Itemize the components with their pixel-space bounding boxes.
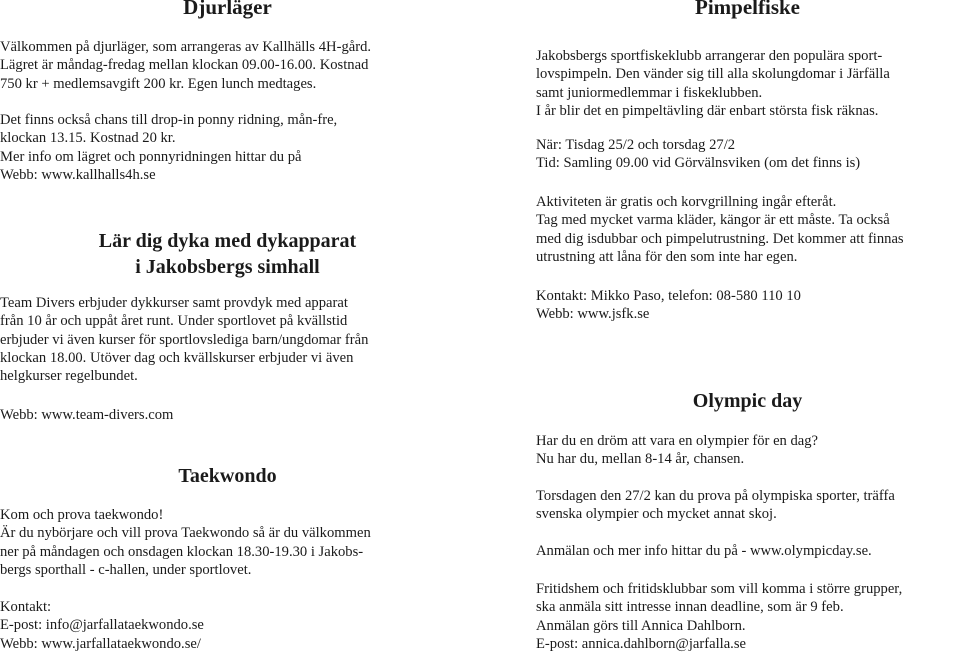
text-line: Kontakt: Mikko Paso, telefon: 08-580 110 10 bbox=[536, 288, 801, 304]
text-line: bergs sporthall - c-hallen, under sportlovet. bbox=[0, 561, 252, 578]
text-line: När: Tisdag 25/2 och torsdag 27/2 bbox=[536, 137, 736, 153]
pimpelfiske-contact bbox=[536, 287, 959, 324]
text-line: klockan 18.00. Utöver dag och kvällskurser erbjuder vi även bbox=[0, 349, 354, 366]
text-line: Mer info om lägret och ponnyridningen hittar du på bbox=[0, 148, 302, 165]
text-line: Fritidshem och fritidsklubbar som vill komma i större grupper, bbox=[536, 581, 903, 597]
djurlager-intro bbox=[0, 38, 455, 93]
dyka-body bbox=[0, 294, 455, 385]
text-line: Jakobsbergs sportfiskeklubb arrangerar den populära sport- bbox=[536, 48, 883, 64]
email-link[interactable]: E-post: annica.dahlborn@jarfalla.se bbox=[536, 635, 746, 652]
text-line: ner på måndagen och onsdagen klockan 18.30-19.30 i Jakobs- bbox=[0, 543, 364, 560]
web-link[interactable]: Webb: www.jsfk.se bbox=[536, 306, 650, 323]
right-column bbox=[536, 0, 959, 653]
dyka-title bbox=[0, 228, 455, 280]
olympic-details bbox=[536, 487, 959, 524]
text-line: Lägret är måndag-fredag mellan klockan 09.00-16.00. Kostnad bbox=[0, 57, 369, 74]
text-line: samt juniormedlemmar i fiskeklubben. bbox=[536, 84, 763, 101]
text-line: Team Divers erbjuder dykkurser samt provdyk med apparat bbox=[0, 295, 348, 311]
taekwondo-body bbox=[0, 506, 455, 579]
dyka-web bbox=[0, 406, 455, 424]
text-line: Aktiviteten är gratis och korvgrillning ingår efteråt. bbox=[536, 194, 837, 210]
text-line: lovspimpeln. Den vänder sig till alla skolungdomar i Järfälla bbox=[536, 66, 890, 83]
olympic-groups bbox=[536, 580, 959, 653]
pimpelfiske-title: Pimpelfiske bbox=[695, 0, 800, 19]
text-line: Tid: Samling 09.00 vid Görvälnsviken (om det finns is) bbox=[536, 155, 861, 172]
text-line: svenska olympier och mycket annat skoj. bbox=[536, 506, 777, 523]
title-line: Lär dig dyka med dykapparat bbox=[98, 230, 357, 252]
text-line: Torsdagen den 27/2 kan du prova på olympiska sporter, träffa bbox=[536, 488, 895, 504]
text-line: Välkommen på djurläger, som arrangeras av Kallhälls 4H-gård. bbox=[0, 39, 372, 55]
djurlager-title: Djurläger bbox=[183, 0, 272, 19]
pimpelfiske-intro bbox=[536, 47, 959, 120]
text-line: med dig isdubbar och pimpelutrustning. Det kommer att finnas bbox=[536, 230, 904, 247]
text-line: 750 kr + medlemsavgift 200 kr. Egen lunch medtages. bbox=[0, 75, 317, 92]
text-line: Är du nybörjare och vill prova Taekwondo så är du välkommen bbox=[0, 525, 371, 542]
web-link[interactable]: Webb: www.team-divers.com bbox=[0, 407, 174, 423]
text-line: utrustning att låna för den som inte har egen. bbox=[536, 248, 798, 265]
djurlager-ponny bbox=[0, 111, 455, 184]
web-link[interactable]: Webb: www.kallhalls4h.se bbox=[0, 166, 156, 183]
email-link[interactable]: E-post: info@jarfallataekwondo.se bbox=[0, 617, 204, 634]
text-line: klockan 13.15. Kostnad 20 kr. bbox=[0, 130, 176, 147]
olympic-signup bbox=[536, 542, 959, 560]
text-line: Kom och prova taekwondo! bbox=[0, 507, 164, 523]
text-line: ska anmäla sitt intresse innan deadline, som är 9 feb. bbox=[536, 599, 844, 616]
web-link[interactable]: Anmälan och mer info hittar du på - www.olympicday.se. bbox=[536, 543, 872, 559]
text-line: från 10 år och uppåt året runt. Under sportlovet på kvällstid bbox=[0, 313, 348, 330]
olympic-intro bbox=[536, 432, 959, 469]
text-line: Anmälan görs till Annica Dahlborn. bbox=[536, 617, 746, 634]
olympic-title: Olympic day bbox=[692, 390, 803, 412]
pimpelfiske-when bbox=[536, 136, 959, 173]
web-link[interactable]: Webb: www.jarfallataekwondo.se/ bbox=[0, 635, 201, 652]
text-line: Nu har du, mellan 8-14 år, chansen. bbox=[536, 451, 745, 468]
taekwondo-title: Taekwondo bbox=[178, 465, 277, 487]
text-line: Kontakt: bbox=[0, 599, 52, 615]
text-line: Det finns också chans till drop-in ponny ridning, mån-fre, bbox=[0, 112, 338, 128]
text-line: Tag med mycket varma kläder, kängor är ett måste. Ta också bbox=[536, 212, 890, 229]
text-line: Har du en dröm att vara en olympier för en dag? bbox=[536, 433, 819, 449]
text-line: helgkurser regelbundet. bbox=[0, 368, 138, 385]
text-line: erbjuder vi även kurser för sportlovslediga barn/ungdomar från bbox=[0, 331, 369, 348]
taekwondo-contact bbox=[0, 598, 455, 653]
title-line: i Jakobsbergs simhall bbox=[135, 256, 320, 278]
text-line: I år blir det en pimpeltävling där enbart största fisk räknas. bbox=[536, 102, 879, 119]
left-column bbox=[0, 0, 455, 653]
pimpelfiske-info bbox=[536, 193, 959, 266]
